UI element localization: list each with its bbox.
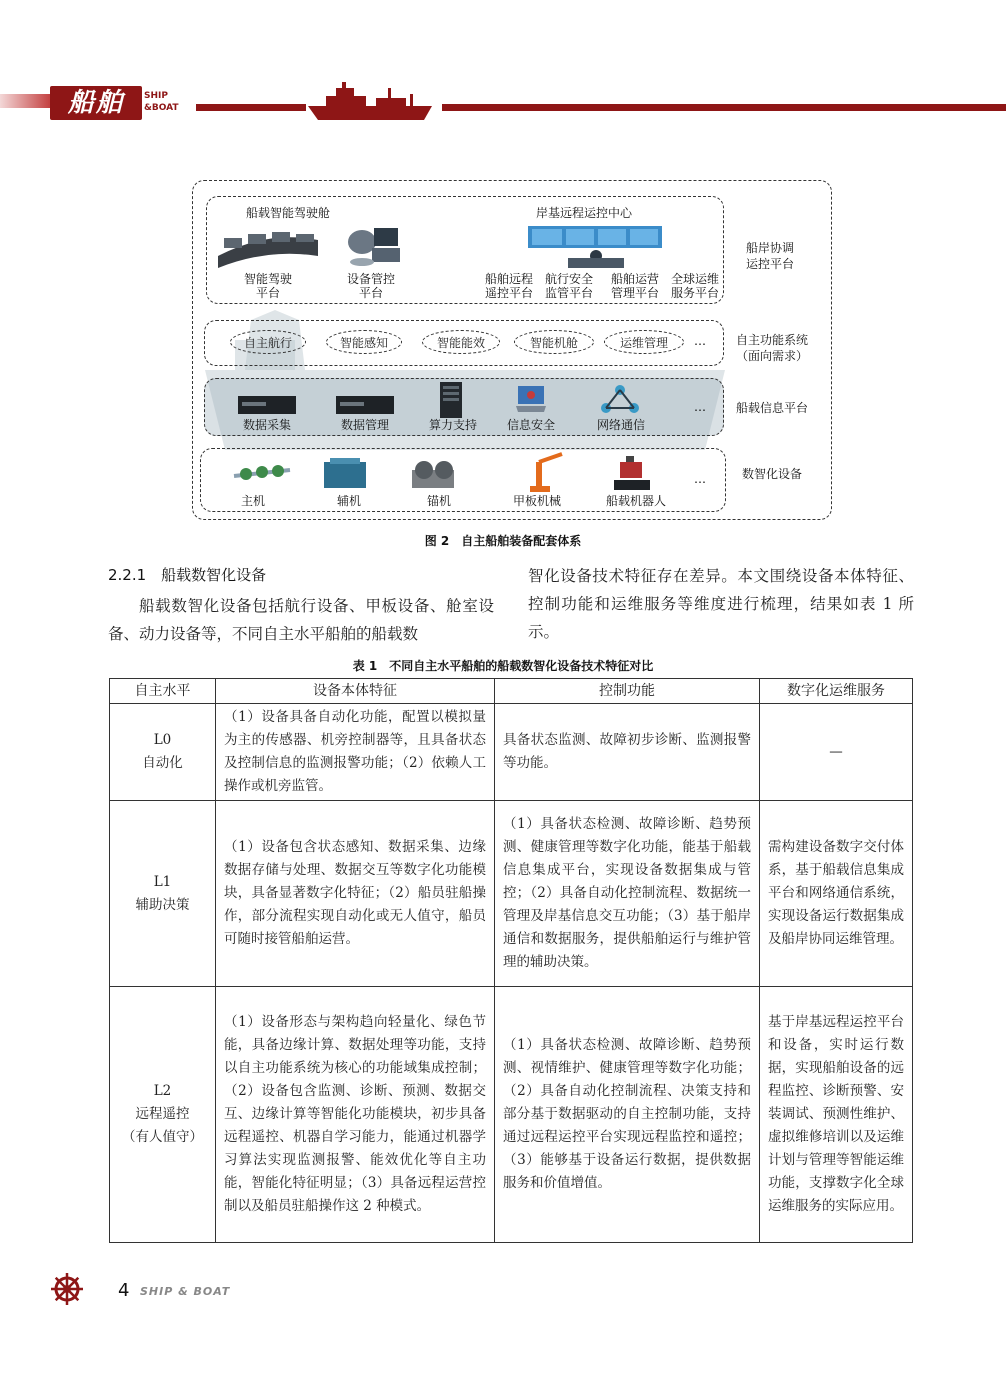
table-header-row (110, 679, 913, 704)
info-item-network-communication: 网络通信 (596, 418, 645, 432)
group3-ellipsis: … (694, 400, 706, 414)
journal-logo-sub (144, 90, 190, 116)
group4-side-label: 数智化设备 (742, 467, 803, 481)
group2-side-label: 自主功能系统 （面向需求） (736, 333, 809, 363)
oval-operation-maintenance: 运维管理 (604, 330, 684, 354)
figure-item-global-service: 全球运维 服务平台 (670, 272, 719, 300)
group3-side-label: 船载信息平台 (736, 401, 809, 415)
header-autonomy-level: 自主水平 (110, 679, 216, 704)
table-row (110, 704, 913, 801)
service-cell: — (760, 704, 913, 801)
level-cell: L2 远程遥控 （有人值守） (110, 987, 216, 1243)
level-cell: L0 自动化 (110, 704, 216, 801)
header-rule-left (196, 104, 306, 111)
figure-item-device-control: 设备管控 平台 (346, 272, 395, 300)
equipment-windlass: 锚机 (426, 494, 451, 508)
equipment-deck-machinery: 甲板机械 (512, 494, 561, 508)
onboard-cockpit-title: 船载智能驾驶舱 (246, 206, 331, 220)
body-paragraph-left: 船载数智化设备包括航行设备、甲板设备、舱室设备、动力设备等，不同自主水平船舶的船载数 (108, 597, 494, 643)
group2-ellipsis: … (694, 334, 706, 348)
page-number: 4 (118, 1280, 130, 1301)
equipment-cell: （1）设备具备自动化功能，配置以模拟量为主的传感器、机旁控制器等，且具备状态及控制信息的监测报警功能；（2）依赖人工操作或机旁监管。 (216, 704, 495, 801)
group4-ellipsis: … (694, 472, 706, 486)
control-cell: 具备状态监测、故障初步诊断、监测报警等功能。 (495, 704, 760, 801)
main-engine-icon (232, 456, 292, 490)
features-table (109, 678, 913, 1243)
info-item-information-security: 信息安全 (506, 418, 555, 432)
equipment-main-engine: 主机 (240, 494, 265, 508)
header-control-functions: 控制功能 (495, 679, 760, 704)
oval-autonomous-navigation: 自主航行 (230, 330, 306, 354)
oval-smart-engine-room: 智能机舱 (514, 330, 594, 354)
server-rack-icon (440, 382, 462, 418)
security-laptop-icon (516, 384, 546, 416)
figure-item-operation-management: 船舶运营 管理平台 (610, 272, 659, 300)
footer-brand: SHIP & BOAT (140, 1285, 231, 1298)
data-management-device-icon (336, 394, 394, 416)
deck-crane-icon (516, 452, 564, 492)
ship-icon (306, 82, 440, 122)
header-gradient-band (0, 94, 52, 108)
equipment-cell: （1）设备形态与架构趋向轻量化、绿色节能，具备边缘计算、数据处理等功能，支持以自主功能系统为核心的功能域集成控制；（2）设备包含监测、诊断、预测、数据交互、边缘计算等智能化功能模块，初步具备远程遥控、机器自学习能力，能通过机器学习算法实现监测报警、能效优化等自主功能，智能化特征明显；（3）具备远程运营控制以及船员驻船操作这 2 种模式。 (216, 987, 495, 1243)
info-item-computing-support: 算力支持 (428, 418, 477, 432)
control-center-screens-icon (528, 224, 662, 270)
page-header (0, 80, 1006, 124)
oval-smart-perception: 智能感知 (326, 330, 402, 354)
group1-side-label: 船岸协调 运控平台 (746, 241, 795, 271)
header-rule-right (442, 104, 1006, 111)
windlass-icon (410, 456, 456, 490)
level-cell: L1 辅助决策 (110, 801, 216, 987)
control-cell: （1）具备状态检测、故障诊断、趋势预测、健康管理等数字化功能，能基于船载信息集成平台，实现设备数据集成与管控；（2）具备自动化控制流程、数据统一管理及岸基信息交互功能；（3）基于船岸通信和数据服务，提供船舶运行与维护管理的辅助决策。 (495, 801, 760, 987)
journal-logo: 船舶 (50, 86, 142, 120)
info-item-data-acquisition: 数据采集 (242, 418, 291, 432)
device-control-terminal-icon (344, 222, 402, 270)
control-cell: （1）具备状态检测、故障诊断、趋势预测、视情维护、健康管理等数字化功能；（2）具备自动化控制流程、决策支持和部分基于数据驱动的自主控制功能，支持通过远程运控平台实现远程监控和遥控；（3）能够基于设备运行数据，提供数据服务和价值增值。 (495, 987, 760, 1243)
equipment-ship-robot: 船载机器人 (605, 494, 666, 508)
logo-sub-line2: &BOAT (144, 103, 179, 113)
info-item-data-management: 数据管理 (340, 418, 389, 432)
equipment-cell: （1）设备包含状态感知、数据采集、边缘数据存储与处理、数据交互等数字化功能模块，具备显著数字化特征；（2）船员驻船操作，部分流程实现自动化或无人值守，船员可随时接管船舶运营。 (216, 801, 495, 987)
bridge-console-icon (214, 226, 322, 270)
network-icon (600, 384, 640, 416)
header-equipment-features: 设备本体特征 (216, 679, 495, 704)
auxiliary-engine-icon (322, 456, 368, 490)
table-row (110, 987, 913, 1243)
ship-wheel-icon (50, 1272, 84, 1306)
section-heading: 2.2.1 船载数智化设备 (108, 566, 267, 584)
body-paragraph-right: 智化设备技术特征存在差异。本文围绕设备本体特征、控制功能和运维服务等维度进行梳理，结果如表 1 所示。 (528, 567, 914, 641)
shore-control-center-title: 岸基远程运控中心 (536, 206, 633, 220)
service-cell: 基于岸基远程运控平台和设备，实时运行数据，实现船舶设备的远程监控、诊断预警、安装调试、预测性维护、虚拟维修培训以及运维计划与管理等智能运维功能，支撑数字化全球运维服务的实际应用。 (760, 987, 913, 1243)
figure-item-navigation-safety: 航行安全 监管平台 (544, 272, 593, 300)
ship-robot-icon (612, 454, 652, 492)
equipment-auxiliary-engine: 辅机 (336, 494, 361, 508)
figure-item-remote-control: 船舶远程 遥控平台 (484, 272, 533, 300)
logo-sub-line1: SHIP (144, 91, 168, 101)
table-row (110, 801, 913, 987)
data-acquisition-device-icon (238, 394, 296, 416)
figure-caption: 图 2 自主船舶装备配套体系 (424, 534, 582, 548)
table-caption: 表 1 不同自主水平船舶的船载数智化设备技术特征对比 (352, 659, 654, 673)
figure-item-smart-navigation: 智能驾驶 平台 (243, 272, 292, 300)
oval-smart-energy: 智能能效 (422, 330, 500, 354)
header-digital-maintenance: 数字化运维服务 (760, 679, 913, 704)
service-cell: 需构建设备数字交付体系，基于船载信息集成平台和网络通信系统，实现设备运行数据集成及船岸协同运维管理。 (760, 801, 913, 987)
